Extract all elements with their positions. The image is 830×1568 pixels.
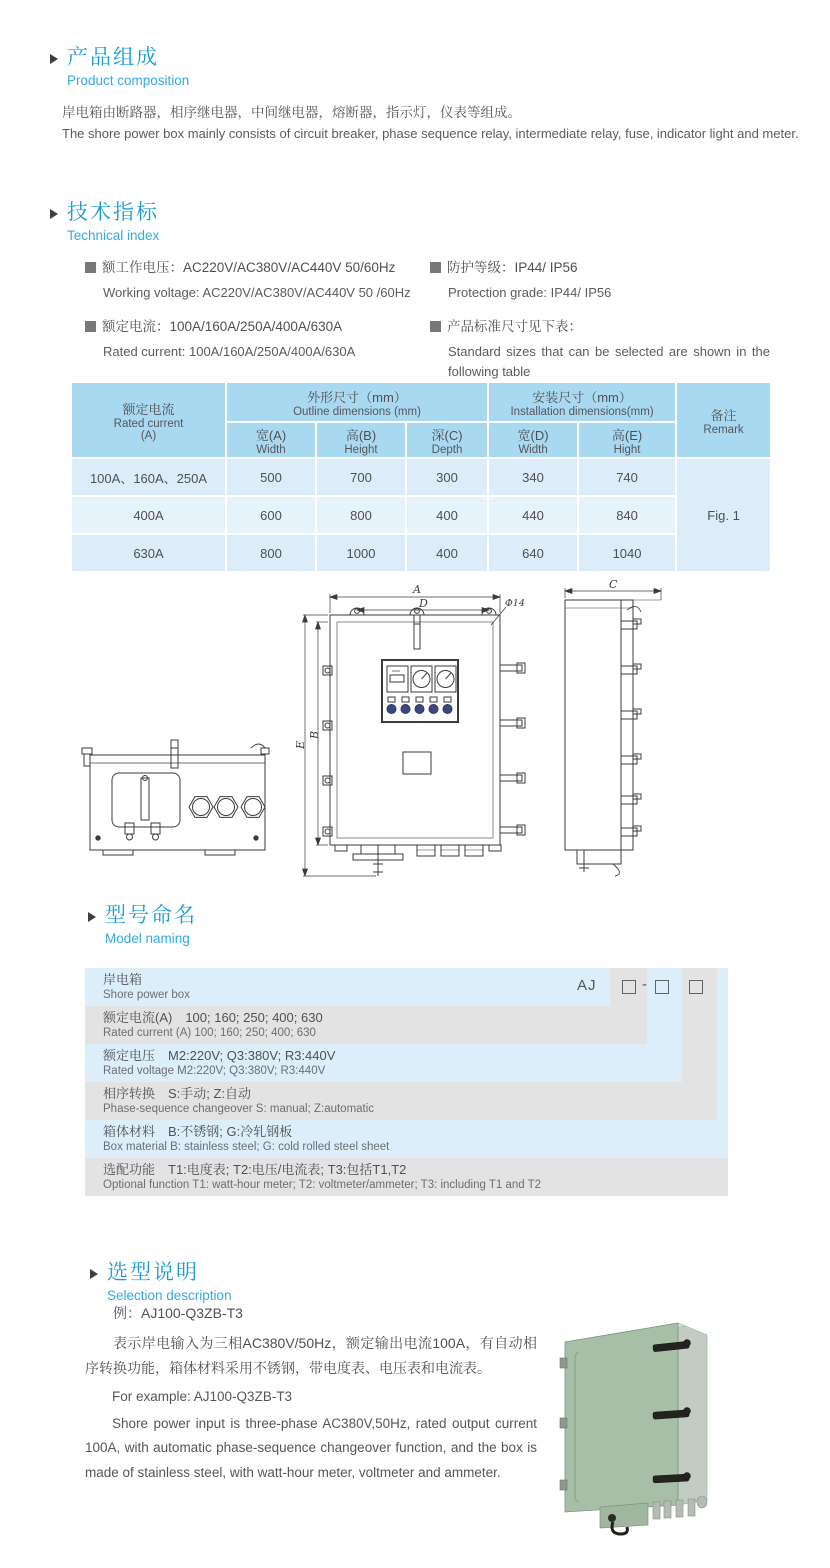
- spec-en-text: Protection grade: IP44/ IP56: [448, 285, 612, 300]
- square-bullet-icon: [430, 321, 441, 332]
- table-row: [71, 534, 771, 572]
- col-header-outline-dimensions: [226, 382, 488, 422]
- cell-install-width: 640: [488, 534, 578, 572]
- col-header-height-b: [316, 422, 406, 458]
- header-en: Outline dimensions (mm): [293, 405, 421, 418]
- naming-zh: 岸电箱: [103, 972, 143, 987]
- spec-item-rated-current: [85, 315, 430, 362]
- arrow-icon: [50, 209, 58, 219]
- cell-install-height: 740: [578, 458, 676, 496]
- naming-row-box-material: [85, 1120, 728, 1158]
- naming-zh: 选配功能 T1:电度表; T2:电压/电流表; T3:包括T1,T2: [103, 1162, 407, 1177]
- placeholder-box-icon: [689, 980, 703, 994]
- naming-row-phase-sequence: [85, 1082, 717, 1120]
- dim-label-a: A: [413, 583, 421, 596]
- col-header-height-e: [578, 422, 676, 458]
- section-heading-naming: [88, 904, 197, 947]
- spec-column-right: [430, 256, 770, 394]
- naming-zh: 额定电流(A) 100; 160; 250; 400; 630: [103, 1010, 323, 1025]
- spec-zh-text: 产品标准尺寸见下表：: [447, 319, 582, 335]
- table-row: [71, 496, 771, 534]
- shore-power-box-photo: [545, 1290, 810, 1560]
- arrow-icon: [88, 912, 96, 922]
- cell-depth: 400: [406, 496, 488, 534]
- header-en: Width: [256, 443, 286, 456]
- spec-zh-text: 额工作电压：AC220V/AC380V/AC440V 50/60Hz: [102, 260, 396, 275]
- dim-label-c: C: [609, 580, 618, 591]
- header-zh: 宽(A): [255, 427, 287, 443]
- naming-en: Rated current (A) 100; 160; 250; 400; 630: [103, 1027, 316, 1039]
- naming-zh: 额定电压 M2:220V; Q3:380V; R3:440V: [103, 1048, 336, 1063]
- cell-height: 800: [316, 496, 406, 534]
- naming-row-optional-function: [85, 1158, 728, 1196]
- section-title-zh: 技术指标: [67, 201, 159, 224]
- section-title-en: Technical index: [67, 228, 160, 243]
- naming-row-rated-current: [85, 1006, 647, 1044]
- cell-width: 600: [226, 496, 316, 534]
- arrow-icon: [90, 1269, 98, 1279]
- header-en: Height: [344, 443, 378, 456]
- selection-body-zh: 表示岸电输入为三相AC380V/50Hz，额定输出电流100A，有自动相序转换功能，箱体材料采用不锈钢，带电度表、电压表和电流表。: [85, 1335, 537, 1376]
- composition-text-zh: 岸电箱由断路器，相序继电器，中间继电器，熔断器，指示灯，仪表等组成。: [62, 105, 521, 120]
- cell-install-height: 1040: [578, 534, 676, 572]
- naming-row-rated-voltage: [85, 1044, 682, 1082]
- section-heading-selection: [90, 1261, 232, 1304]
- cell-depth: 400: [406, 534, 488, 572]
- cell-rated: 400A: [71, 496, 226, 534]
- header-zh: 安装尺寸（mm）: [532, 389, 632, 405]
- bottom-view-drawing: [82, 740, 269, 855]
- model-code: [85, 968, 728, 1006]
- square-bullet-icon: [430, 262, 441, 273]
- spec-item-protection-grade: [430, 256, 770, 303]
- composition-text-en: The shore power box mainly consists of circuit breaker, phase sequence relay, intermediate relay, fuse, indicator light and meter.: [62, 126, 799, 141]
- spec-en-text: Rated current: 100A/160A/250A/400A/630A: [103, 344, 356, 360]
- selection-example-en: For example: AJ100-Q3ZB-T3: [112, 1389, 293, 1404]
- technical-drawing: [65, 580, 765, 885]
- cell-install-width: 440: [488, 496, 578, 534]
- col-header-width-a: [226, 422, 316, 458]
- model-naming-table: [85, 968, 728, 1196]
- table-row: [71, 458, 771, 496]
- header-zh: 高(E): [611, 427, 643, 443]
- header-zh: 高(B): [345, 427, 377, 443]
- spec-item-working-voltage: [85, 256, 430, 303]
- model-code-dash: -: [642, 976, 647, 993]
- header-en: Hight: [613, 443, 641, 456]
- cell-install-width: 340: [488, 458, 578, 496]
- col-header-installation-dimensions: [488, 382, 676, 422]
- dim-label-b: B: [308, 730, 321, 739]
- placeholder-box-icon: [655, 980, 669, 994]
- header-en: Rated current: [113, 417, 184, 430]
- section-title-en: Product composition: [67, 73, 190, 88]
- naming-en: Phase-sequence changeover S: manual; Z:automatic: [103, 1103, 375, 1115]
- header-en: Installation dimensions(mm): [510, 405, 654, 418]
- selection-body-en: Shore power input is three-phase AC380V,50Hz, rated output current 100A, with automatic phase-sequence changeover function, and the box is made of stainless steel, with watt-hour meter, voltmeter and ammeter.: [85, 1416, 537, 1480]
- header-en: Remark: [703, 423, 744, 436]
- cell-width: 800: [226, 534, 316, 572]
- header-en: Width: [518, 443, 548, 456]
- cell-width: 500: [226, 458, 316, 496]
- section-title-zh: 产品组成: [67, 46, 159, 69]
- naming-en: Optional function T1: watt-hour meter; T2: voltmeter/ammeter; T3: including T1 and T2: [103, 1179, 542, 1191]
- cell-height: 700: [316, 458, 406, 496]
- cell-rated: 100A、160A、250A: [71, 458, 226, 496]
- header-unit: (A): [140, 429, 157, 442]
- section-heading-technical: [50, 201, 159, 244]
- cell-install-height: 840: [578, 496, 676, 534]
- spec-en-text: Working voltage: AC220V/AC380V/AC440V 50 /60Hz: [103, 285, 411, 300]
- dimensions-table: [70, 381, 772, 573]
- naming-en: Box material B: stainless steel; G: cold rolled steel sheet: [103, 1141, 390, 1153]
- table-header-group-row: [71, 382, 771, 422]
- section-heading-composition: [50, 46, 189, 89]
- naming-zh: 箱体材料 B:不锈钢; G:冷轧钢板: [103, 1124, 293, 1139]
- product-photo: [545, 1290, 810, 1565]
- spec-item-standard-sizes: [430, 315, 770, 382]
- spec-en-text: Standard sizes that can be selected are shown in the following table: [448, 344, 770, 380]
- dim-label-e: E: [294, 740, 307, 749]
- header-zh: 深(C): [431, 427, 463, 443]
- front-view-drawing: [303, 594, 526, 876]
- col-header-width-d: [488, 422, 578, 458]
- cell-remark: Fig. 1: [676, 458, 771, 572]
- dim-label-hole: Φ14: [505, 598, 525, 609]
- section-title-zh: 选型说明: [107, 1261, 199, 1284]
- naming-en: Rated voltage M2:220V; Q3:380V; R3:440V: [103, 1065, 326, 1077]
- naming-en: Shore power box: [103, 989, 190, 1001]
- selection-text-block: [85, 1303, 537, 1485]
- header-zh: 宽(D): [517, 427, 549, 443]
- arrow-icon: [50, 54, 58, 64]
- outline-drawing-svg: [65, 580, 765, 880]
- section-title-en: Model naming: [105, 931, 190, 946]
- header-en: Depth: [431, 443, 463, 456]
- square-bullet-icon: [85, 262, 96, 273]
- section-title-zh: 型号命名: [105, 904, 197, 927]
- header-zh: 外形尺寸（mm）: [307, 389, 407, 405]
- spec-zh-text: 防护等级：IP44/ IP56: [447, 260, 578, 275]
- side-view-drawing: [565, 588, 661, 876]
- col-header-depth-c: [406, 422, 488, 458]
- cell-depth: 300: [406, 458, 488, 496]
- model-code-prefix: AJ: [577, 977, 597, 994]
- cell-rated: 630A: [71, 534, 226, 572]
- cell-height: 1000: [316, 534, 406, 572]
- naming-zh: 相序转换 S:手动; Z:自动: [103, 1086, 252, 1101]
- col-header-remark: [676, 382, 771, 458]
- square-bullet-icon: [85, 321, 96, 332]
- col-header-rated-current: [71, 382, 226, 458]
- header-zh: 额定电流: [122, 401, 175, 417]
- spec-zh-text: 额定电流：100A/160A/250A/400A/630A: [102, 319, 343, 335]
- spec-column-left: [85, 256, 430, 374]
- selection-example-zh: 例：AJ100-Q3ZB-T3: [113, 1305, 243, 1321]
- header-zh: 备注: [710, 407, 737, 423]
- section-title-en: Selection description: [107, 1288, 232, 1303]
- placeholder-box-icon: [622, 980, 636, 994]
- dim-label-d: D: [419, 597, 428, 610]
